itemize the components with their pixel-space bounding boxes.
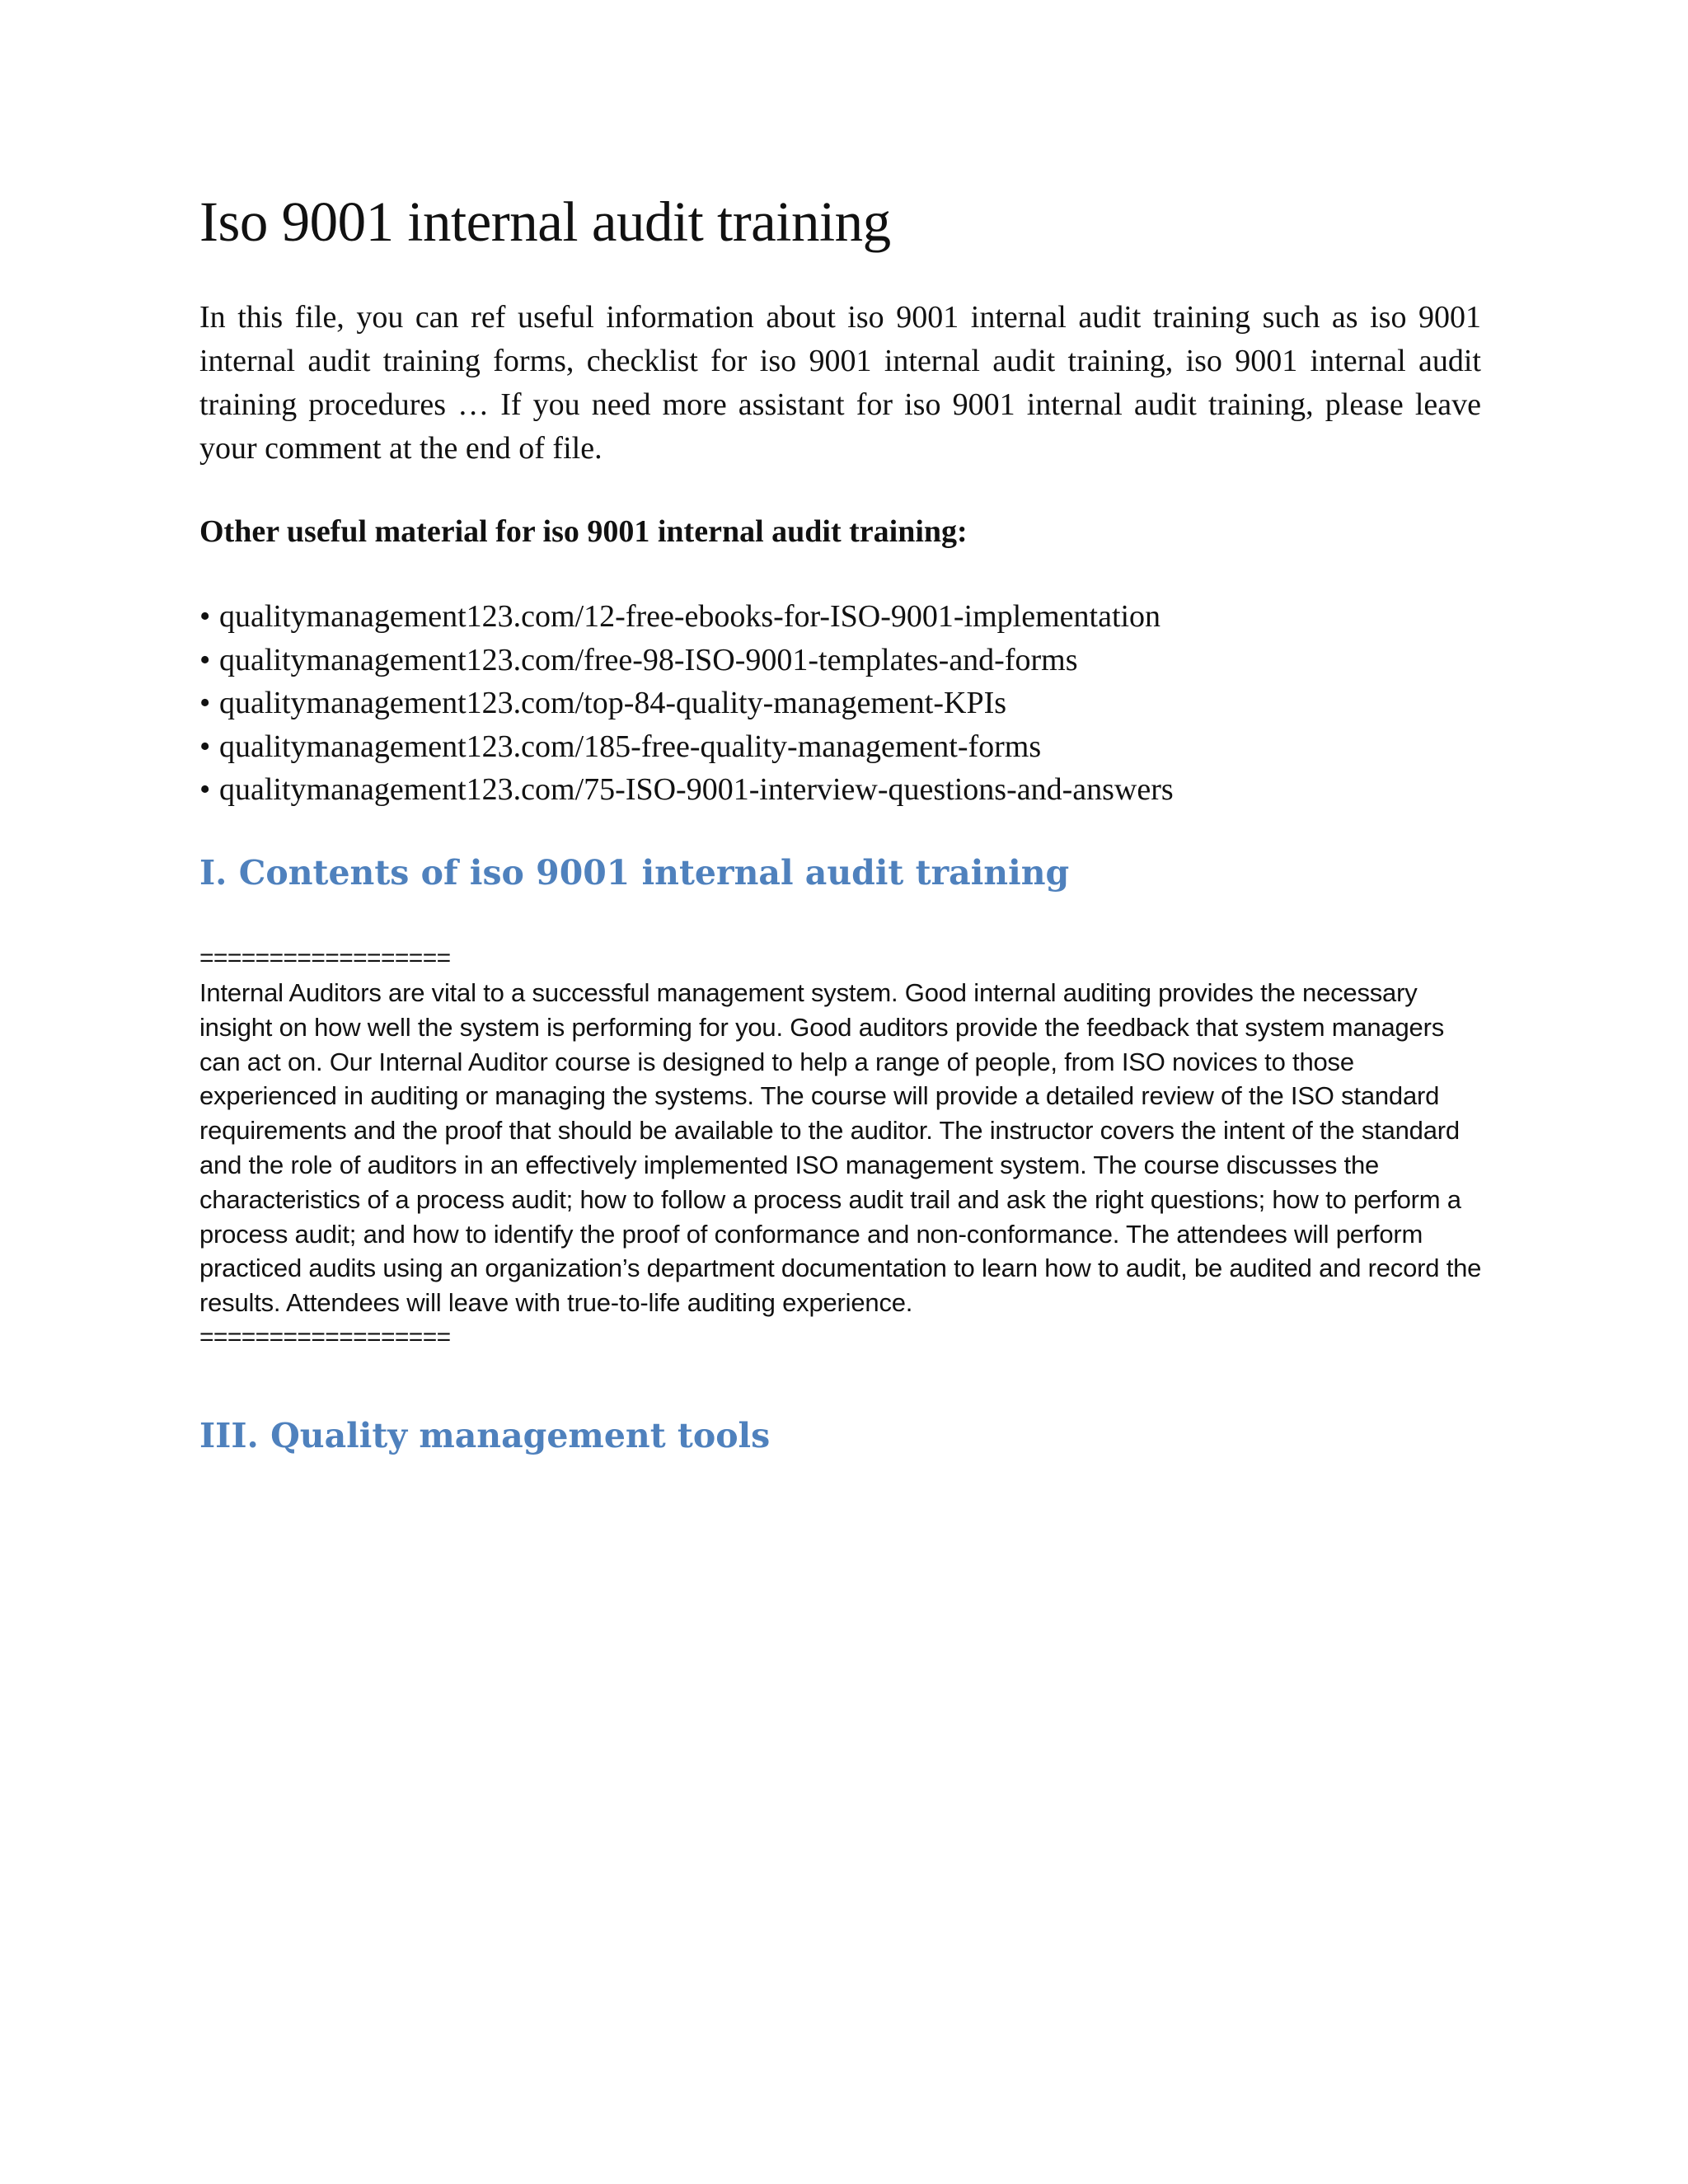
bullet-icon: • (199, 642, 211, 677)
list-item (199, 595, 1485, 639)
resource-link[interactable]: qualitymanagement123.com/12-free-ebooks-for-ISO-9001-implementation (219, 599, 1161, 635)
section-body-text: Internal Auditors are vital to a successful management system. Good internal auditing provides the necessary insight on how well the system is performing for you. Good auditors provide the feedback that system managers can act on. Our Internal Auditor course is designed to help a range of people, from ISO novices to those experienced in auditing or managing the systems. The course will provide a detailed review of the ISO standard requirements and the proof that should be available to the auditor. The instructor covers the intent of the standard and the role of auditors in an effectively implemented ISO management system. The course discusses the characteristics of a process audit; how to follow a process audit trail and ask the right questions; how to perform a process audit; and how to identify the proof of conformance and non-conformance. The attendees will perform practiced audits using an organization’s department documentation to learn how to audit, be audited and record the results. Attendees will leave with true-to-life auditing experience. (199, 978, 1482, 1318)
separator-line: ================== (199, 944, 451, 972)
separator-line: ================== (199, 1324, 451, 1352)
document-content (199, 188, 1485, 1456)
page-title: Iso 9001 internal audit training (199, 190, 891, 253)
list-item (199, 682, 1485, 725)
list-item (199, 768, 1485, 812)
bullet-icon: • (199, 686, 211, 721)
resource-link[interactable]: qualitymanagement123.com/free-98-ISO-9001-templates-and-forms (219, 642, 1078, 677)
list-item (199, 725, 1485, 769)
resource-links-list (199, 595, 1485, 812)
section-heading-contents: I. Contents of iso 9001 internal audit training (199, 852, 1070, 893)
resource-link[interactable]: qualitymanagement123.com/185-free-quality-management-forms (219, 729, 1042, 764)
bullet-icon: • (199, 772, 211, 808)
bullet-icon: • (199, 599, 211, 635)
section-heading-tools: III. Quality management tools (199, 1416, 771, 1456)
intro-paragraph: In this file, you can ref useful information about iso 9001 internal audit training such as iso 9001 internal audit training forms, checklist for iso 9001 internal audit training, iso 9001 internal audit training procedures … If you need more assistant for iso 9001 internal audit training, please leave your comment at the end of file. (199, 299, 1481, 466)
other-material-heading: Other useful material for iso 9001 internal audit training: (199, 513, 968, 549)
resource-link[interactable]: qualitymanagement123.com/top-84-quality-management-KPIs (219, 686, 1007, 721)
list-item (199, 639, 1485, 682)
resource-link[interactable]: qualitymanagement123.com/75-ISO-9001-interview-questions-and-answers (219, 772, 1174, 808)
bullet-icon: • (199, 729, 211, 764)
